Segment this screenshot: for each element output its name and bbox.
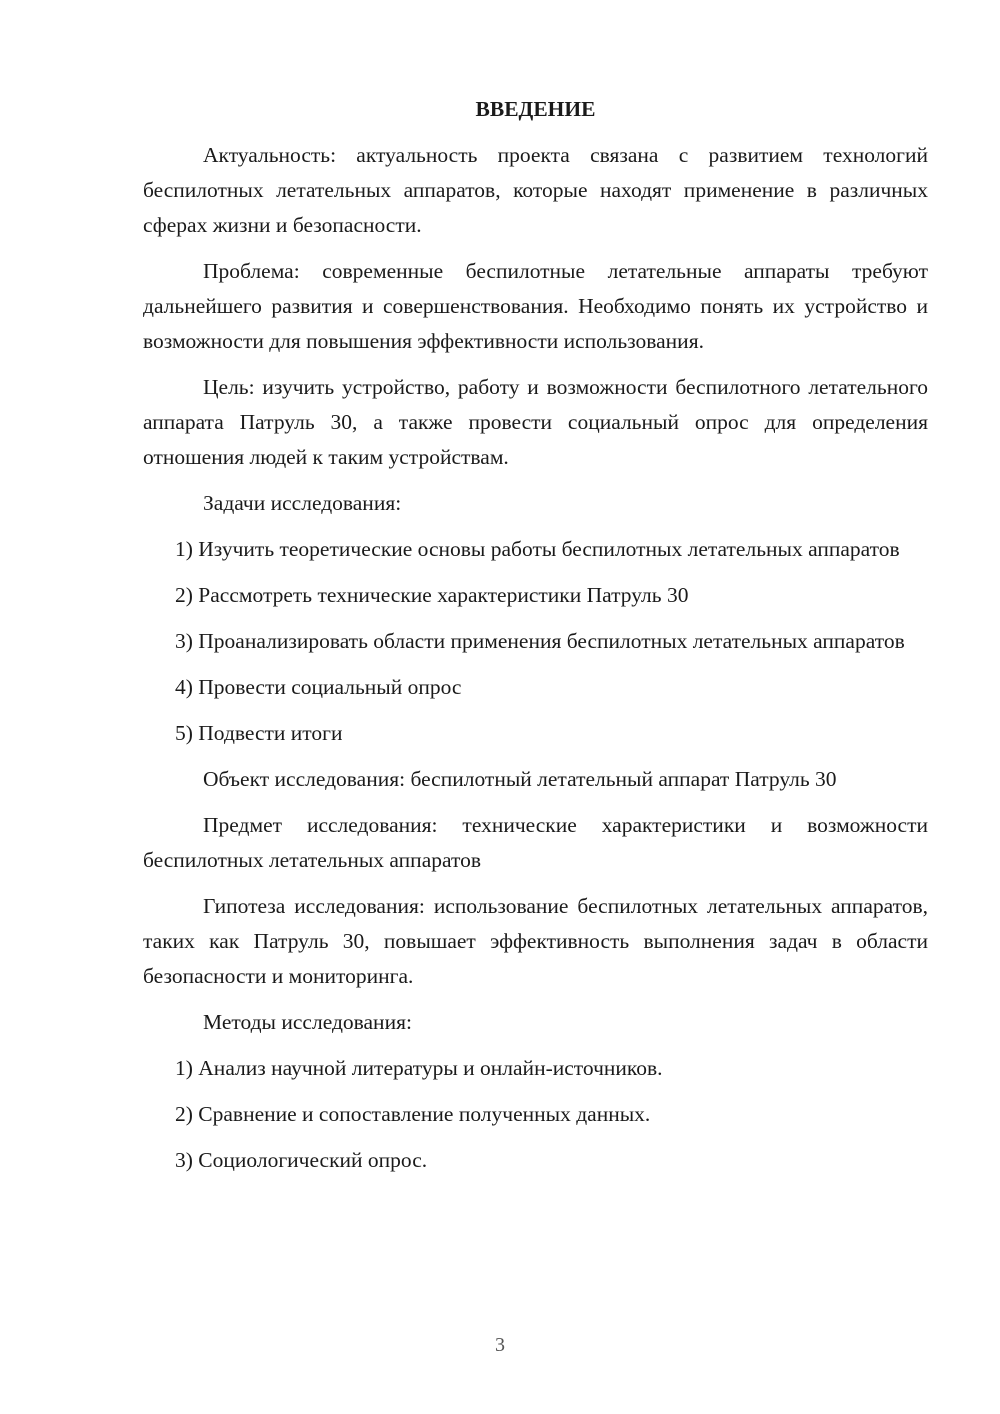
list-item: 1) Изучить теоретические основы работы беспилотных летательных аппаратов bbox=[175, 537, 900, 561]
paragraph-subject: Предмет исследования: технические характеристики и возможности беспилотных летательных аппаратов bbox=[143, 813, 928, 872]
paragraph-tasks-heading: Задачи исследования: bbox=[203, 491, 402, 515]
document-page bbox=[143, 92, 928, 1189]
list-item: 5) Подвести итоги bbox=[175, 721, 343, 745]
paragraph-methods-heading: Методы исследования: bbox=[203, 1010, 412, 1034]
list-item: 4) Провести социальный опрос bbox=[175, 675, 462, 699]
page-number: 3 bbox=[495, 1334, 505, 1356]
list-item: 2) Сравнение и сопоставление полученных данных. bbox=[175, 1102, 651, 1126]
page-title: ВВЕДЕНИЕ bbox=[475, 97, 596, 121]
paragraph-goal: Цель: изучить устройство, работу и возможности беспилотного летательного аппарата Патруль 30, а также провести социальный опрос для определения отношения людей к таким устройствам. bbox=[143, 375, 928, 469]
list-item: 1) Анализ научной литературы и онлайн-источников. bbox=[175, 1056, 663, 1080]
paragraph-object: Объект исследования: беспилотный летательный аппарат Патруль 30 bbox=[203, 767, 837, 791]
paragraph-hypothesis: Гипотеза исследования: использование беспилотных летательных аппаратов, таких как Патруль 30, повышает эффективность выполнения задач в области безопасности и мониторинга. bbox=[143, 894, 928, 988]
paragraph-problem: Проблема: современные беспилотные летательные аппараты требуют дальнейшего развития и совершенствования. Необходимо понять их устройство и возможности для повышения эффективности использования. bbox=[143, 259, 928, 353]
list-item: 3) Социологический опрос. bbox=[175, 1148, 428, 1172]
paragraph-relevance: Актуальность: актуальность проекта связана с развитием технологий беспилотных летательных аппаратов, которые находят применение в различных сферах жизни и безопасности. bbox=[143, 143, 928, 237]
list-item: 2) Рассмотреть технические характеристики Патруль 30 bbox=[175, 583, 689, 607]
list-item: 3) Проанализировать области применения беспилотных летательных аппаратов bbox=[175, 629, 905, 653]
